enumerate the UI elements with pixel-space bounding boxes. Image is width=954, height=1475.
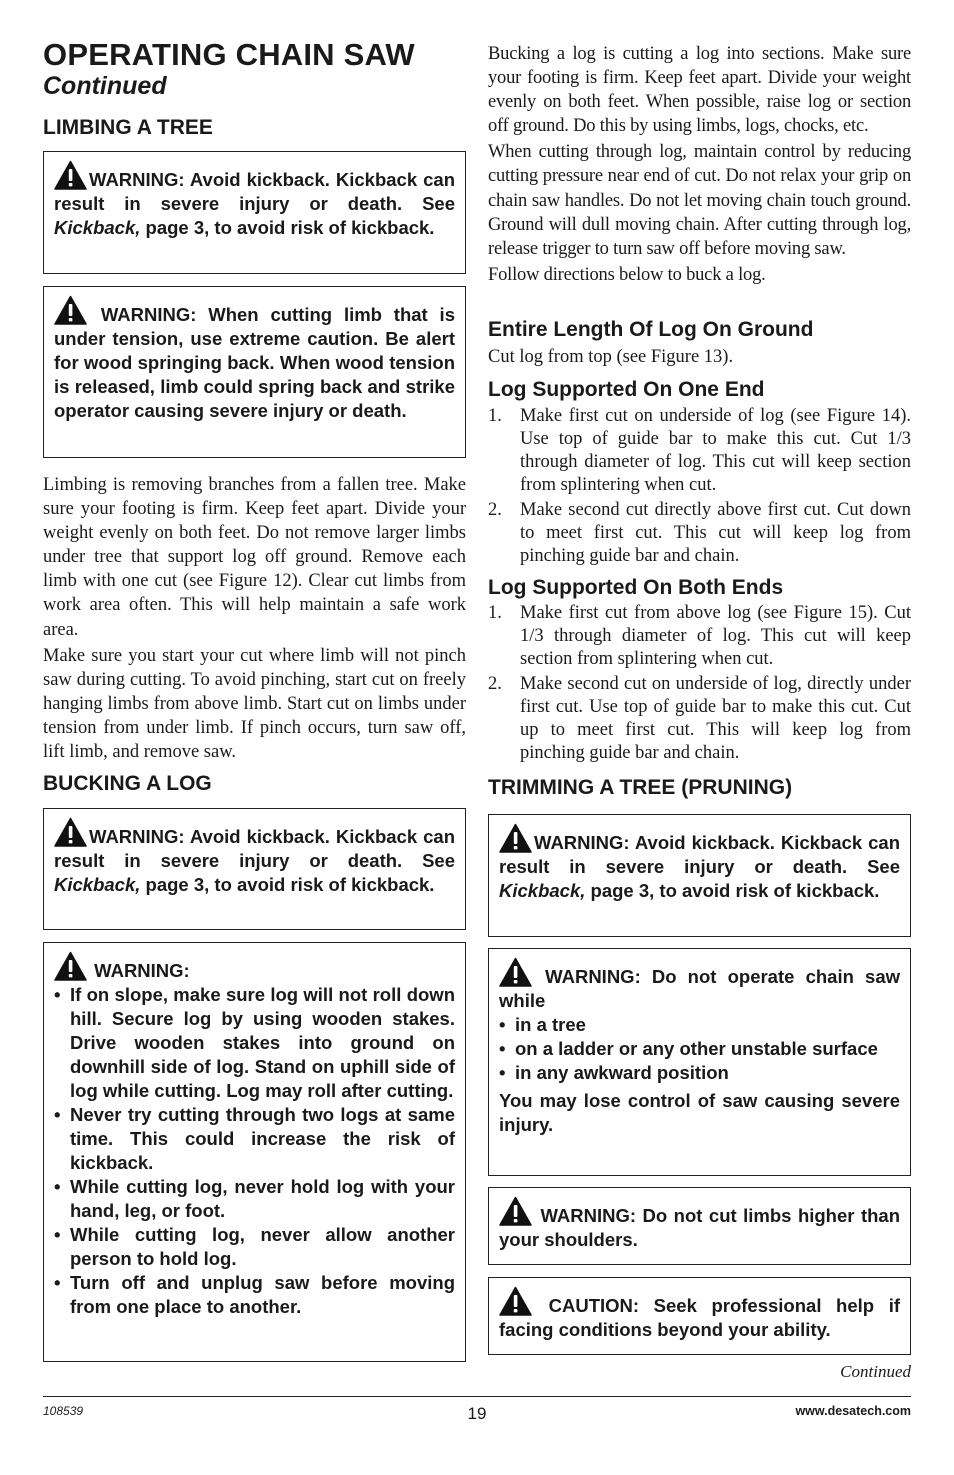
trimming-kickback-warning: WARNING: Avoid kickback. Kickback can result in severe injury or death. See Kickback, page 3, to avoid risk of kickback. [488,814,911,937]
warning-icon [499,957,532,987]
limbing-kickback-warning: WARNING: Avoid kickback. Kickback can result in severe injury or death. See Kickback, page 3, to avoid risk of kickback. [43,151,466,274]
limbing-paragraph: Limbing is removing branches from a fallen tree. Make sure your footing is firm. Keep feet apart. Divide your weight evenly on both feet. Do not remove larger limbs under tree that support log off ground. Remove each limb with one cut (see Figure 12). Clear cut limbs from work area often. This will help maintain a safe work area. [43,475,466,640]
bucking-heading: BUCKING A LOG [43,772,212,795]
list-item: 1. Make first cut on underside of log (see Figure 14). Use top of guide bar to make this cut. Cut 1/3 through diameter of log. This cut will keep section from splintering when cut. [488,406,911,495]
warning-icon [499,1196,532,1226]
bucking-paragraph: When cutting through log, maintain control by reducing cutting pressure near end of cut. Do not relax your grip on chain saw handles. Do not let moving chain touch ground. Ground will dull moving chain. After cutting through log, release trigger to turn saw off before moving saw. [488,142,911,259]
page-subtitle: Continued [43,72,167,100]
bucking-paragraph: Bucking a log is cutting a log into sections. Make sure your footing is firm. Keep feet apart. Divide your weight evenly on both feet. When possible, raise log or section off ground. Do this by using limbs, logs, chocks, etc. [488,44,911,137]
list-item: 2. Make second cut on underside of log, directly under first cut. Use top of guide bar to make this cut. Cut up to meet first cut. This will keep log from pinching guide bar and chain. [488,674,911,763]
one-end-heading: Log Supported On One End [488,378,765,401]
warning-icon [54,817,87,847]
both-ends-steps [488,602,911,767]
footer-divider [43,1396,911,1397]
trimming-heading: TRIMMING A TREE (PRUNING) [488,776,793,799]
list-item: • in a tree [499,1013,900,1037]
one-end-steps [488,405,911,570]
bucking-body [488,42,911,289]
trimming-operate-warning: WARNING: Do not operate chain saw while • in a tree • on a ladder or any other unstable surface • in any awkward position You may lose control of saw causing severe injury. [488,948,911,1176]
ground-text: Cut log from top (see Figure 13). [488,347,734,367]
bucking-warning-list [54,983,455,1319]
caution-icon [499,1286,532,1316]
bucking-safety-warning: WARNING: • If on slope, make sure log will not roll down hill. Secure log by using wooden stakes. Drive wooden stakes into ground on downhill side of log. Stand on uphill side of log while cutting. Log may roll after cutting. • Never try cutting through two logs at same time. This could increase the risk of kickback. • While cutting log, never hold log with your hand, leg, or foot. • While cutting log, never allow another person to hold log. • Turn off and unplug saw before moving from one place to another. [43,942,466,1362]
trimming-warning-closing: You may lose control of saw causing severe injury. [499,1090,900,1135]
warning-icon [54,160,87,190]
list-item: • Turn off and unplug saw before moving from one place to another. [54,1271,455,1319]
warning-icon [54,951,87,981]
kickback-reference: Kickback, [54,217,141,238]
list-item: 2. Make second cut directly above first cut. Cut down to meet first cut. This cut will keep log from pinching guide bar and chain. [488,500,911,566]
list-item: • While cutting log, never allow another person to hold log. [54,1223,455,1271]
limbing-heading: LIMBING A TREE [43,116,213,139]
list-item: • on a ladder or any other unstable surface [499,1037,900,1061]
page-number: 19 [467,1404,487,1423]
limbing-body [43,473,466,766]
list-item: 1. Make first cut from above log (see Figure 15). Cut 1/3 through diameter of log. This cut will keep section from splintering when cut. [488,603,911,669]
trimming-caution: CAUTION: Seek professional help if facing conditions beyond your ability. [488,1277,911,1355]
continued-note: Continued [840,1362,911,1381]
website-link[interactable]: www.desatech.com [795,1404,911,1418]
warning-icon [54,295,87,325]
trimming-height-warning: WARNING: Do not cut limbs higher than your shoulders. [488,1187,911,1265]
page-title: OPERATING CHAIN SAW [43,37,415,72]
kickback-reference: Kickback, [499,880,586,901]
list-item: • If on slope, make sure log will not roll down hill. Secure log by using wooden stakes. Drive wooden stakes into ground on downhill side of log. Stand on uphill side of log while cutting. Log may roll after cutting. [54,983,455,1103]
trimming-warning-list [499,1013,900,1085]
bucking-kickback-warning: WARNING: Avoid kickback. Kickback can result in severe injury or death. See Kickback, page 3, to avoid risk of kickback. [43,808,466,930]
limbing-tension-warning: WARNING: When cutting limb that is under tension, use extreme caution. Be alert for wood springing back. When wood tension is released, limb could spring back and strike operator causing severe injury or death. [43,286,466,458]
list-item: • in any awkward position [499,1061,900,1085]
list-item: • Never try cutting through two logs at same time. This could increase the risk of kickback. [54,1103,455,1175]
both-ends-heading: Log Supported On Both Ends [488,576,784,599]
limbing-paragraph: Make sure you start your cut where limb will not pinch saw during cutting. To avoid pinching, start cut on freely hanging limbs from above limb. Start cut on limbs under tension from under limb. If pinch occurs, turn saw off, lift limb, and remove saw. [43,645,466,763]
warning-icon [499,823,532,853]
list-item: • While cutting log, never hold log with your hand, leg, or foot. [54,1175,455,1223]
ground-heading: Entire Length Of Log On Ground [488,318,814,341]
bucking-paragraph: Follow directions below to buck a log. [488,264,766,285]
kickback-reference: Kickback, [54,874,141,895]
document-number: 108539 [43,1404,84,1418]
